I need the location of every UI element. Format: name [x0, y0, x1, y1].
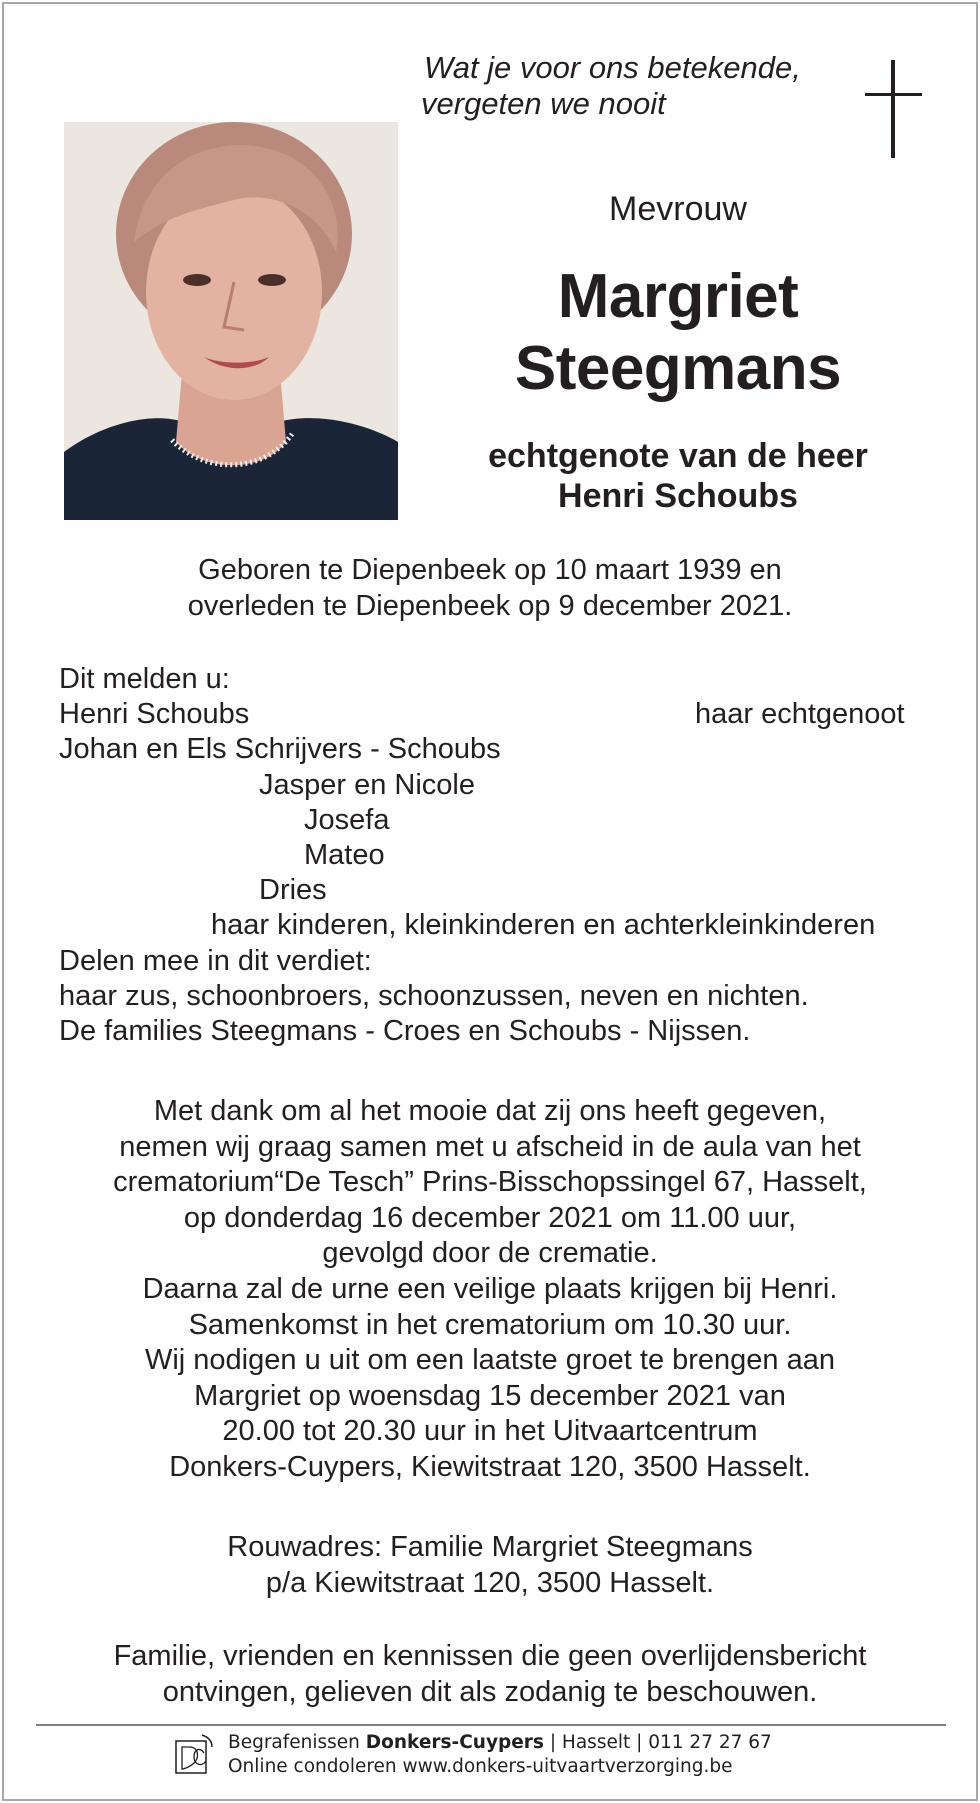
- family-intro: Dit melden u:: [59, 663, 230, 695]
- first-name: Margriet: [557, 262, 799, 331]
- family-list: [59, 662, 929, 1049]
- family-great-grandchild: Josefa: [304, 803, 390, 836]
- husband-name: Henri Schoubs: [59, 698, 250, 731]
- mourning-address: [40, 1529, 940, 1601]
- ceremony-line: 20.00 tot 20.30 uur in het Uitvaartcentrum: [222, 1415, 758, 1448]
- last-name: Steegmans: [514, 334, 842, 403]
- ceremony-line: crematorium“De Tesch” Prins-Bisschopssingel 67, Hasselt,: [113, 1166, 867, 1199]
- ceremony-line: nemen wij graag samen met u afscheid in de aula van het: [119, 1130, 861, 1163]
- ceremony-line: Donkers-Cuypers, Kiewitstraat 120, 3500 Hasselt.: [169, 1450, 811, 1483]
- memorial-quote: [421, 50, 801, 122]
- family-grandchild: Dries: [259, 874, 327, 907]
- footer-online-link[interactable]: Online condoleren www.donkers-uitvaartverzorging.be: [228, 1756, 733, 1777]
- ceremony-line: Samenkomst in het crematorium om 10.30 uur.: [188, 1308, 792, 1341]
- notice-line: ontvingen, gelieven dit als zodanig te beschouwen.: [162, 1676, 818, 1708]
- notice-line: Familie, vrienden en kennissen die geen overlijdensbericht: [113, 1640, 867, 1672]
- ceremony-line: gevolgd door de crematie.: [322, 1237, 658, 1270]
- address-line: Rouwadres: Familie Margriet Steegmans: [227, 1531, 753, 1563]
- ceremony-details: [40, 1094, 940, 1486]
- family-relation-line: haar kinderen, kleinkinderen en achterkleinkinderen: [211, 909, 876, 942]
- ceremony-line: Wij nodigen u uit om een laatste groet te brengen aan: [144, 1344, 835, 1377]
- ceremony-line: Met dank om al het mooie dat zij ons heeft gegeven,: [153, 1095, 827, 1127]
- portrait-photo: [64, 122, 398, 520]
- footer-suffix: | Hasselt | 011 27 27 67: [543, 1732, 772, 1753]
- family-families: De families Steegmans - Croes en Schoubs - Nijssen.: [59, 1014, 751, 1047]
- family-grandchild: Jasper en Nicole: [259, 768, 475, 801]
- family-share-intro: Delen mee in dit verdiet:: [59, 944, 372, 977]
- footer-company-line: [228, 1731, 772, 1755]
- quote-line-2: vergeten we nooit: [421, 86, 666, 121]
- family-great-grandchild: Mateo: [304, 838, 385, 871]
- footer-info: [228, 1731, 772, 1779]
- footer-divider: [36, 1724, 946, 1726]
- honorific: Mevrouw: [609, 190, 747, 228]
- spouse-label: echtgenote van de heer: [488, 437, 868, 475]
- company-logo-icon: [174, 1733, 214, 1775]
- ceremony-line: op donderdag 16 december 2021 om 11.00 uur,: [183, 1201, 797, 1234]
- spouse-name: Henri Schoubs: [558, 477, 798, 515]
- deceased-name: [440, 261, 916, 405]
- family-relatives: haar zus, schoonbroers, schoonzussen, neven en nichten.: [59, 979, 809, 1012]
- death-line: overleden te Diepenbeek op 9 december 2021.: [187, 590, 793, 622]
- spouse-info: [440, 436, 916, 516]
- ceremony-line: Daarna zal de urne een veilige plaats krijgen bij Henri.: [142, 1272, 838, 1305]
- address-line: p/a Kiewitstraat 120, 3500 Hasselt.: [265, 1567, 715, 1599]
- cross-icon: [864, 60, 924, 160]
- husband-relation: haar echtgenoot: [695, 698, 905, 731]
- footer-prefix: Begrafenissen: [228, 1732, 366, 1753]
- quote-line-1: Wat je voor ons betekende,: [424, 50, 801, 85]
- family-husband-row: [59, 697, 929, 732]
- family-children: Johan en Els Schrijvers - Schoubs: [59, 733, 501, 766]
- footer-company: Donkers-Cuypers: [365, 1732, 544, 1753]
- ceremony-line: Margriet op woensdag 15 december 2021 van: [194, 1379, 786, 1412]
- birth-line: Geboren te Diepenbeek op 10 maart 1939 en: [198, 554, 782, 586]
- life-dates: [100, 552, 880, 624]
- notice-text: [40, 1638, 940, 1710]
